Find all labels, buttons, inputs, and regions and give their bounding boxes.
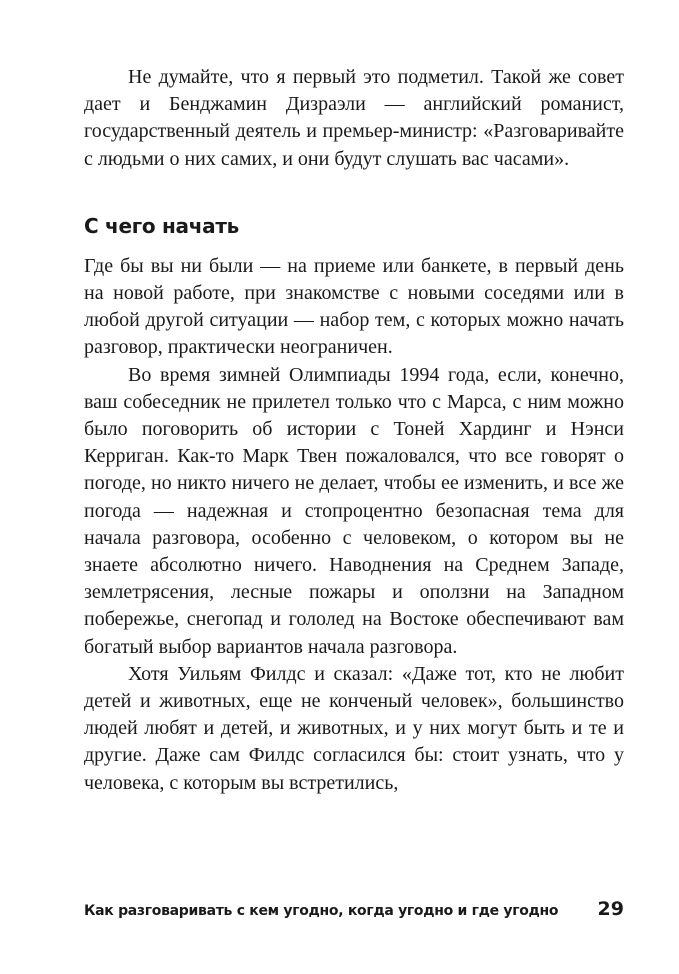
section-paragraph-3: Хотя Уильям Филдс и сказал: «Даже тот, кто не любит детей и животных, еще не конченый человек», большинство людей любят и детей, и животных, и у них могут быть и те и другие. Даже сам Филдс согласился бы: стоит узнать, что у человека, с которым вы встретились, <box>84 662 624 794</box>
running-title: Как разговаривать с кем угодно, когда угодно и где угодно <box>84 903 559 919</box>
intro-paragraph: Не думайте, что я первый это подметил. Такой же совет дает и Бенджамин Дизраэли — английский романист, государственный деятель и премьер-министр: «Разговаривайте с людьми о них самих, и они будут слушать вас часами». <box>84 66 624 170</box>
page-footer <box>84 898 624 920</box>
section-heading: С чего начать <box>84 213 239 238</box>
page-number: 29 <box>597 898 624 920</box>
section-paragraph-2: Во время зимней Олимпиады 1994 года, если, конечно, ваш собеседник не прилетел только что с Марса, с ним можно было поговорить об истории с Тоней Хардинг и Нэнси Керриган. Как-то Марк Твен пожаловался, что все говорят о погоде, но никто ничего не делает, чтобы ее изменить, и все же погода — надежная и стопроцентно безопасная тема для начала разговора, особенно с человеком, о котором вы не знаете абсолютно ничего. Наводнения на Среднем Западе, землетрясения, лесные пожары и оползни на Западном побережье, снегопад и гололед на Востоке обеспечивают вам богатый выбор вариантов начала разговора. <box>84 363 624 658</box>
page-body <box>84 64 624 797</box>
section-paragraph-1: Где бы вы ни были — на приеме или банкете, в первый день на новой работе, при знакомстве с новыми соседями или в любой другой ситуации — набор тем, с которых можно начать разговор, практически неограничен. <box>84 254 624 359</box>
